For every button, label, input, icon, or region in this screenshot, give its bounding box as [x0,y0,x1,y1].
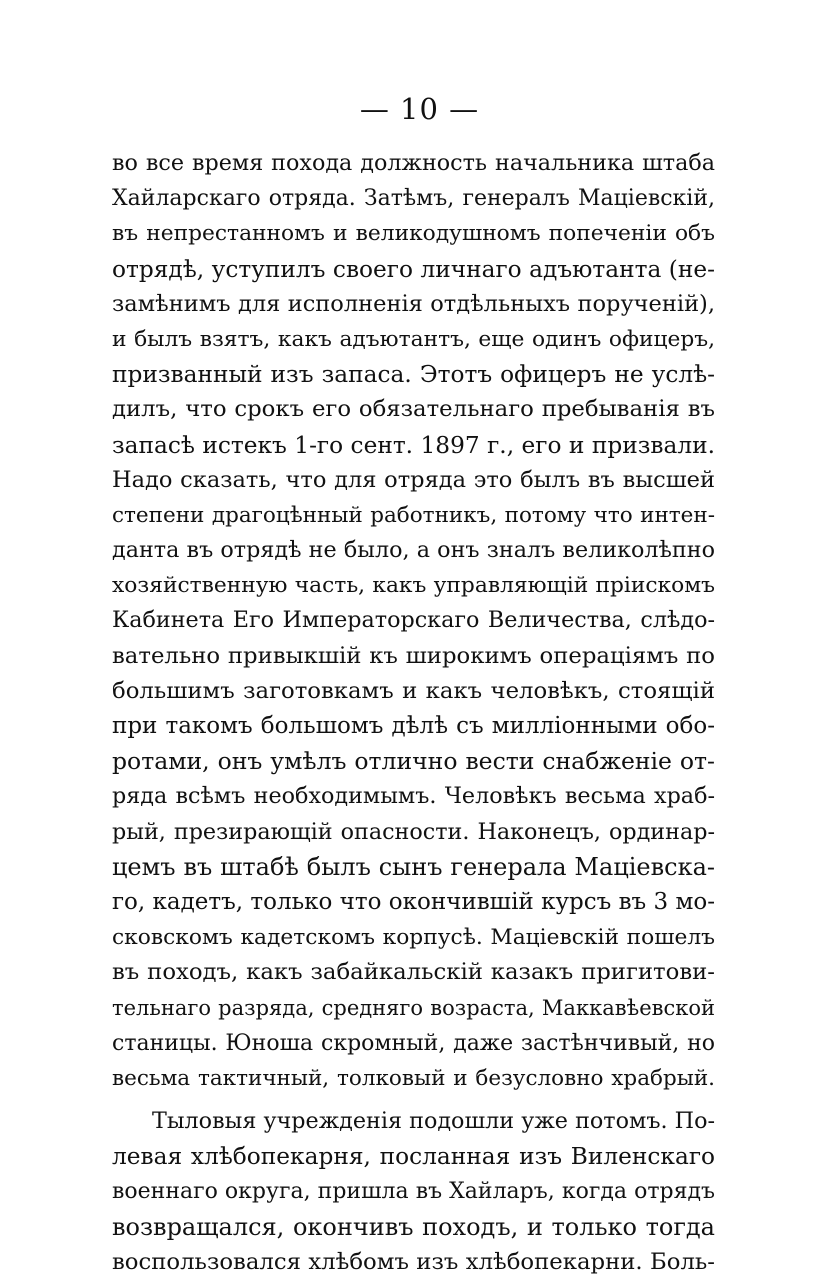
paragraph [112,146,715,1096]
text-line: большимъ заготовкамъ и какъ человѣкъ, стоящiй [112,677,715,704]
text-line: Кабинета Его Императорскаго Величества, слѣдо- [112,607,715,634]
text-line: вательно привыкшiй къ широкимъ операцiямъ по [112,642,715,669]
text-line: рый, презирающiй опасности. Наконецъ, ординар- [112,818,715,845]
text-line: воспользовался хлѣбомъ изъ хлѣбопекарни. Боль- [112,1248,715,1275]
text-line: Тыловыя учрежденiя подошли уже потомъ. По- [152,1108,715,1135]
text-line: Хайларскаго отряда. Затѣмъ, генералъ Мацiевскiй, [112,186,715,212]
page-number: — 10 — [359,92,480,126]
paragraph [112,1104,715,1280]
text-line: цемъ въ штабѣ былъ сынъ генерала Мацiевска- [112,852,715,881]
text-line: въ походъ, какъ забайкальскiй казакъ пригитови- [112,959,715,986]
text-line: во все время похода должность начальника штаба [112,150,715,176]
text-line: данта въ отрядѣ не было, а онъ зналъ великолѣпно [112,537,715,564]
text-line: степени драгоцѣнный работникъ, потому что интен- [112,502,715,528]
text-line: весьма тактичный, толковый и безусловно храбрый. [112,1065,715,1091]
text-line: сковскомъ кадетскомъ корпусѣ. Мацiевскiй пошелъ [112,925,715,951]
text-line: военнаго округа, пришла въ Хайларъ, когда отрядъ [112,1179,715,1205]
text-line: запасѣ истекъ 1-го сент. 1897 г., его и призвали. [112,431,715,459]
text-line: го, кадетъ, только что окончившiй курсъ въ 3 мо- [112,888,715,915]
text-line: замѣнимъ для исполненiя отдѣльныхъ порученiй), [112,290,715,317]
text-line: тельнаго разряда, средняго возраста, Маккавѣевской [112,995,715,1020]
text-line: дилъ, что срокъ его обязательнаго пребыванiя въ [112,396,715,423]
text-line: ряда всѣмъ необходимымъ. Человѣкъ весьма храб- [112,783,715,810]
text-line: хозяйственную часть, какъ управляющiй прiискомъ [112,573,715,599]
text-line: возвращался, окончивъ походъ, и только тогда [112,1212,715,1241]
text-line: отрядѣ, уступилъ своего личнаго адъютанта (не- [112,255,715,283]
text-line: и былъ взятъ, какъ адъютантъ, еще одинъ офицеръ, [112,326,715,352]
text-line: Надо сказать, что для отряда это былъ въ высшей [112,466,715,493]
text-line: призванный изъ запаса. Этотъ офицеръ не услѣ- [112,361,715,389]
text-line: въ непрестанномъ и великодушномъ попеченiи объ [112,221,715,247]
text-line: при такомъ большомъ дѣлѣ съ миллiонными обо- [112,713,715,739]
body-text [112,146,715,1280]
text-line: левая хлѣбопекарня, посланная изъ Виленскаго [112,1143,715,1171]
text-line: станицы. Юноша скромный, даже застѣнчивый, но [112,1030,715,1056]
text-line: ротами, онъ умѣлъ отлично вести снабженiе от- [112,747,715,776]
